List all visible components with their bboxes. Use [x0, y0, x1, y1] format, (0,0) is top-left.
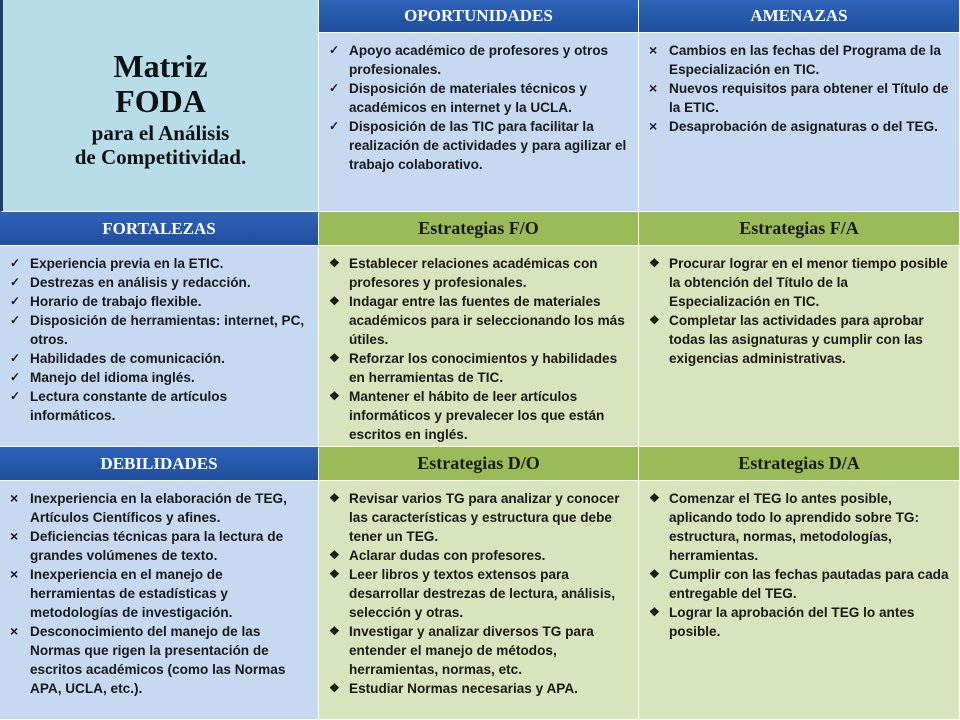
estrategias-fo-cell: [319, 246, 639, 447]
list-item-text: Destrezas en análisis y redacción.: [30, 275, 251, 290]
list-item-text: Lectura constante de artículos informáticos.: [30, 389, 228, 423]
estrategias-do-cell: [319, 481, 639, 720]
list-item: [10, 368, 308, 387]
check-icon: [329, 41, 349, 60]
check-icon: [10, 368, 30, 387]
list-item-text: Experiencia previa en la ETIC.: [30, 256, 224, 271]
estrategias-da-list: [639, 481, 959, 645]
list-item-text: Lograr la aprobación del TEG lo antes posible.: [669, 605, 915, 639]
list-item: [329, 546, 628, 565]
list-item: [329, 117, 628, 174]
amenazas-list: [639, 33, 959, 141]
list-item-text: Investigar y analizar diversos TG para entender el manejo de métodos, herramientas, normas, etc.: [349, 624, 594, 677]
check-icon: [10, 292, 30, 311]
list-item-text: Revisar varios TG para analizar y conocer las características y estructura que debe tener un TEG.: [349, 491, 620, 544]
check-icon: [10, 273, 30, 292]
diamond-icon: [329, 489, 349, 508]
check-icon: [329, 117, 349, 136]
amenazas-cell: [639, 33, 960, 212]
estrategias-fo-list: [319, 246, 638, 447]
title-line-1: Matriz: [113, 47, 208, 84]
list-item: [329, 254, 628, 292]
list-item: [329, 292, 628, 349]
diamond-icon: [329, 679, 349, 698]
estrategias-da-cell: [639, 481, 960, 720]
list-item: [10, 565, 308, 622]
list-item: [649, 311, 949, 368]
list-item-text: Disposición de materiales técnicos y académicos en internet y la UCLA.: [349, 81, 587, 115]
list-item-text: Leer libros y textos extensos para desarrollar destrezas de lectura, análisis, selección y otras.: [349, 567, 615, 620]
list-item: [329, 565, 628, 622]
list-item-text: Inexperiencia en la elaboración de TEG, Artículos Científicos y afines.: [30, 491, 287, 525]
list-item-text: Habilidades de comunicación.: [30, 351, 225, 366]
title-line-2: FODA: [115, 82, 206, 119]
diamond-icon: [649, 603, 669, 622]
list-item: [10, 292, 308, 311]
list-item: [329, 79, 628, 117]
list-item: [10, 489, 308, 527]
list-item-text: Cumplir con las fechas pautadas para cada entregable del TEG.: [669, 567, 949, 601]
diamond-icon: [329, 622, 349, 641]
check-icon: [329, 79, 349, 98]
list-item-text: Deficiencias técnicas para la lectura de grandes volúmenes de texto.: [30, 529, 284, 563]
list-item-text: Desaprobación de asignaturas o del TEG.: [669, 119, 938, 134]
list-item-text: Reforzar los conocimientos y habilidades en herramientas de TIC.: [349, 351, 618, 385]
list-item-text: Mantener el hábito de leer artículos informáticos y prevalecer los que están escritos en inglés.: [349, 389, 605, 442]
list-item: [329, 679, 628, 698]
list-item-text: Establecer relaciones académicas con profesores y profesionales.: [349, 256, 598, 290]
header-debilidades: DEBILIDADES: [0, 447, 319, 481]
list-item: [10, 387, 308, 425]
cross-icon: [649, 79, 669, 99]
list-item-text: Disposición de las TIC para facilitar la realización de actividades y para agilizar el trabajo colaborativo.: [349, 119, 627, 172]
list-item: [649, 565, 949, 603]
cross-icon: [649, 117, 669, 137]
header-amenazas: AMENAZAS: [639, 0, 960, 33]
list-item-text: Cambios en las fechas del Programa de la Especialización en TIC.: [669, 43, 941, 77]
list-item-text: Procurar lograr en el menor tiempo posible la obtención del Título de la Especialización en TIC.: [669, 256, 948, 309]
list-item: [649, 254, 949, 311]
diamond-icon: [329, 546, 349, 565]
list-item-text: Inexperiencia en el manejo de herramientas de estadísticas y metodologías de investigación.: [30, 567, 233, 620]
list-item-text: Indagar entre las fuentes de materiales académicos para ir seleccionando los más útiles.: [349, 294, 625, 347]
check-icon: [10, 387, 30, 406]
diamond-icon: [649, 489, 669, 508]
debilidades-cell: [0, 481, 319, 720]
diamond-icon: [329, 254, 349, 273]
list-item: [649, 117, 949, 137]
header-estrategias-da: Estrategias D/A: [639, 447, 960, 481]
title-line-3: para el Análisis: [91, 120, 230, 145]
list-item-text: Estudiar Normas necesarias y APA.: [349, 681, 578, 696]
list-item: [329, 349, 628, 387]
list-item: [10, 273, 308, 292]
estrategias-fa-list: [639, 246, 959, 372]
diamond-icon: [649, 565, 669, 584]
list-item-text: Disposición de herramientas: internet, PC, otros.: [30, 313, 305, 347]
header-fortalezas: FORTALEZAS: [0, 212, 319, 246]
list-item: [329, 41, 628, 79]
list-item: [329, 489, 628, 546]
diamond-icon: [649, 254, 669, 273]
list-item: [649, 489, 949, 565]
diamond-icon: [329, 387, 349, 406]
list-item-text: Completar las actividades para aprobar todas las asignaturas y cumplir con las exigencias administrativas.: [669, 313, 924, 366]
list-item: [649, 603, 949, 641]
diamond-icon: [649, 311, 669, 330]
cross-icon: [10, 565, 30, 585]
matrix-title: [0, 0, 319, 212]
list-item: [10, 622, 308, 698]
list-item-text: Manejo del idioma inglés.: [30, 370, 195, 385]
list-item: [10, 349, 308, 368]
list-item-text: Aclarar dudas con profesores.: [349, 548, 546, 563]
list-item-text: Nuevos requisitos para obtener el Título de la ETIC.: [669, 81, 949, 115]
cross-icon: [10, 489, 30, 509]
list-item: [10, 311, 308, 349]
title-line-4: de Competitividad.: [74, 144, 247, 169]
header-oportunidades: OPORTUNIDADES: [319, 0, 639, 33]
list-item-text: Comenzar el TEG lo antes posible, aplicando todo lo aprendido sobre TG: estructura, normas, metodologías, herramientas.: [669, 491, 919, 563]
list-item-text: Horario de trabajo flexible.: [30, 294, 202, 309]
cross-icon: [649, 41, 669, 61]
diamond-icon: [329, 349, 349, 368]
estrategias-do-list: [319, 481, 638, 702]
list-item: [649, 79, 949, 117]
fortalezas-cell: [0, 246, 319, 447]
list-item: [329, 387, 628, 444]
debilidades-list: [0, 481, 318, 702]
diamond-icon: [329, 292, 349, 311]
header-estrategias-fo: Estrategias F/O: [319, 212, 639, 246]
list-item: [649, 41, 949, 79]
list-item-text: Desconocimiento del manejo de las Normas que rigen la presentación de escritos académicos (como las Normas APA, UCLA, etc.).: [30, 624, 286, 696]
header-estrategias-fa: Estrategias F/A: [639, 212, 960, 246]
oportunidades-list: [319, 33, 638, 178]
list-item: [10, 254, 308, 273]
cross-icon: [10, 527, 30, 547]
oportunidades-cell: [319, 33, 639, 212]
list-item: [10, 527, 308, 565]
header-estrategias-do: Estrategias D/O: [319, 447, 639, 481]
check-icon: [10, 254, 30, 273]
estrategias-fa-cell: [639, 246, 960, 447]
diamond-icon: [329, 565, 349, 584]
list-item: [329, 622, 628, 679]
cross-icon: [10, 622, 30, 642]
check-icon: [10, 311, 30, 330]
list-item-text: Apoyo académico de profesores y otros profesionales.: [349, 43, 609, 77]
check-icon: [10, 349, 30, 368]
fortalezas-list: [0, 246, 318, 429]
